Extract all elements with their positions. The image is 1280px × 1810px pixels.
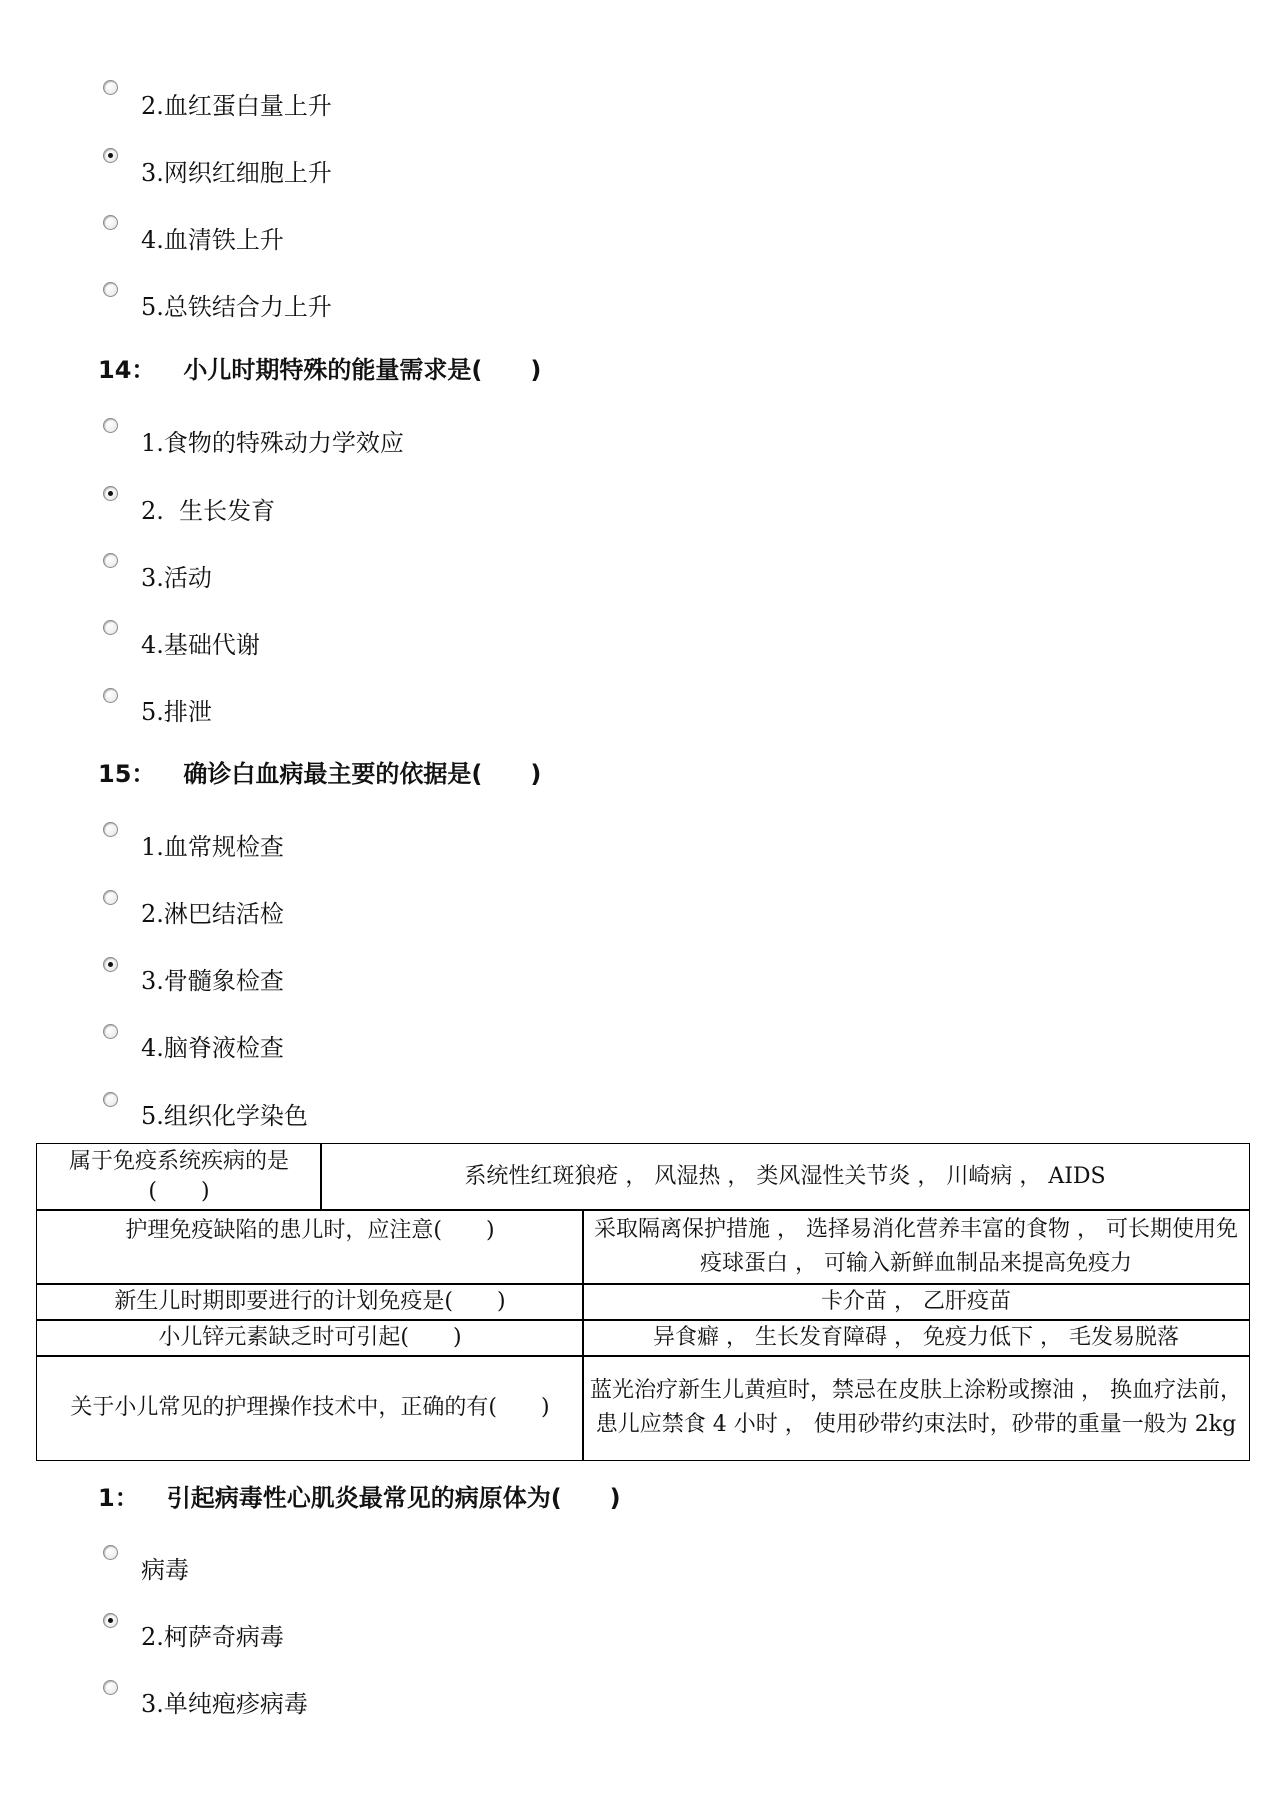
option-label: 3.活动 (141, 564, 212, 592)
cell-text: 护理免疫缺陷的患儿时，应注意( ) (125, 1218, 495, 1243)
cell-text: 属于免疫系统疾病的是( ) (68, 1149, 289, 1204)
cell-text: 蓝光治疗新生儿黄疸时，禁忌在皮肤上涂粉或擦油 ， 换血疗法前，患儿应禁食 4 小时 ， 使用砂带约束法时，砂带的重量一般为 2kg (590, 1378, 1242, 1437)
option-label: 2.柯萨奇病毒 (141, 1623, 284, 1651)
table-cell-answer (582, 1319, 1250, 1357)
cell-text: 小儿锌元素缺乏时可引起( ) (158, 1325, 462, 1350)
option-label: 4.脑脊液检查 (141, 1034, 284, 1062)
option-label: 2.淋巴结活检 (141, 900, 284, 928)
table-cell-answer (582, 1209, 1250, 1285)
radio-button[interactable] (103, 1024, 118, 1039)
radio-button[interactable] (103, 1680, 118, 1695)
radio-button[interactable] (103, 80, 118, 95)
cell-text: 系统性红斑狼疮 ， 风湿热 ， 类风湿性关节炎 ， 川崎病 ， AIDS (464, 1164, 1106, 1189)
cell-text: 关于小儿常见的护理操作技术中，正确的有( ) (70, 1395, 550, 1420)
table-cell-question (36, 1209, 584, 1285)
cell-text: 卡介苗 ， 乙肝疫苗 (821, 1289, 1011, 1314)
radio-button[interactable] (103, 1545, 118, 1560)
radio-button-selected[interactable] (103, 957, 118, 972)
question-title: 确诊白血病最主要的依据是( ) (183, 760, 542, 788)
radio-button[interactable] (103, 688, 118, 703)
question-number: 1： (98, 1484, 139, 1512)
table-cell-answer (582, 1355, 1250, 1461)
option-label: 1.食物的特殊动力学效应 (141, 429, 404, 457)
question-heading (98, 1478, 621, 1513)
option-label: 2.血红蛋白量上升 (141, 92, 332, 120)
radio-button[interactable] (103, 282, 118, 297)
radio-button[interactable] (103, 1092, 118, 1107)
option-label: 4.血清铁上升 (141, 226, 284, 254)
table-cell-question (36, 1355, 584, 1461)
table-cell-question (36, 1143, 322, 1211)
question-number: 15： (98, 760, 156, 788)
option-label: 3.骨髓象检查 (141, 967, 284, 995)
cell-text: 异食癖 ， 生长发育障碍 ， 免疫力低下 ， 毛发易脱落 (653, 1325, 1179, 1350)
option-label: 1.血常规检查 (141, 833, 284, 861)
radio-button-selected[interactable] (103, 1613, 118, 1628)
cell-text: 新生儿时期即要进行的计划免疫是( ) (114, 1289, 506, 1314)
cell-text: 采取隔离保护措施 ， 选择易消化营养丰富的食物 ， 可长期使用免疫球蛋白 ， 可输入新鲜血制品来提高免疫力 (594, 1217, 1238, 1276)
question-title: 小儿时期特殊的能量需求是( ) (183, 356, 542, 384)
question-heading (98, 350, 541, 385)
table-cell-question (36, 1319, 584, 1357)
option-label: 5.总铁结合力上升 (141, 293, 332, 321)
table-cell-question (36, 1283, 584, 1321)
option-label: 3.单纯疱疹病毒 (141, 1690, 308, 1718)
question-title: 引起病毒性心肌炎最常见的病原体为( ) (166, 1484, 621, 1512)
question-heading (98, 754, 541, 789)
question-number: 14： (98, 356, 156, 384)
option-label: 3.网织红细胞上升 (141, 159, 332, 187)
option-label: 2. 生长发育 (141, 497, 276, 525)
table-cell-answer (582, 1283, 1250, 1321)
option-label: 病毒 (141, 1556, 189, 1584)
radio-button[interactable] (103, 890, 118, 905)
radio-button[interactable] (103, 418, 118, 433)
table-cell-answer (320, 1143, 1250, 1211)
radio-button[interactable] (103, 620, 118, 635)
radio-button-selected[interactable] (103, 486, 118, 501)
option-label: 5.排泄 (141, 698, 212, 726)
option-label: 4.基础代谢 (141, 631, 260, 659)
radio-button[interactable] (103, 822, 118, 837)
radio-button-selected[interactable] (103, 148, 118, 163)
radio-button[interactable] (103, 215, 118, 230)
radio-button[interactable] (103, 553, 118, 568)
option-label: 5.组织化学染色 (141, 1102, 308, 1130)
